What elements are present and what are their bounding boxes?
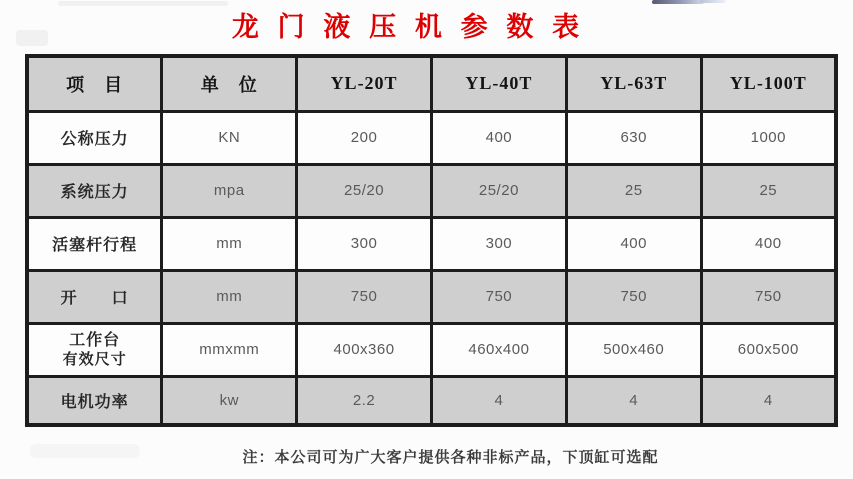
- value-cell: 300: [431, 217, 566, 270]
- unit-cell: mm: [162, 270, 297, 323]
- row-label-text-line1: 工作台: [69, 331, 121, 349]
- value-cell: 400x360: [297, 323, 432, 376]
- row-label: [27, 111, 162, 164]
- value-cell: 25/20: [431, 164, 566, 217]
- value-cell: 25/20: [297, 164, 432, 217]
- page-title: 龙 门 液 压 机 参 数 表: [231, 12, 586, 42]
- unit-cell: mmxmm: [162, 323, 297, 376]
- header-row: [27, 56, 836, 111]
- row-label-text: 开 口: [60, 290, 129, 307]
- value-cell: 1000: [701, 111, 836, 164]
- column-header-yl20t: YL-20T: [297, 56, 432, 111]
- value-cell: 630: [566, 111, 701, 164]
- row-label-text-line2: 有效尺寸: [62, 350, 127, 368]
- row-label-text: 电机功率: [60, 393, 129, 411]
- photo-artifact-streak-tail: [700, 0, 726, 3]
- value-cell: 460x400: [431, 323, 566, 376]
- value-cell: 750: [297, 270, 432, 323]
- value-cell: 400: [701, 217, 836, 270]
- row-label-text: 系统压力: [60, 184, 129, 201]
- column-header-unit: 单 位: [162, 56, 297, 111]
- value-cell: 500x460: [566, 323, 701, 376]
- row-label: [27, 376, 162, 425]
- table-row-opening: [27, 270, 836, 323]
- value-cell: 600x500: [701, 323, 836, 376]
- value-cell: 2.2: [297, 376, 432, 425]
- unit-cell: KN: [162, 111, 297, 164]
- row-label: [27, 323, 162, 376]
- value-cell: 4: [566, 376, 701, 425]
- column-header-yl63t: YL-63T: [566, 56, 701, 111]
- value-cell: 400: [566, 217, 701, 270]
- unit-cell: mm: [162, 217, 297, 270]
- value-cell: 750: [566, 270, 701, 323]
- value-cell: 300: [297, 217, 432, 270]
- table-row-system-pressure: [27, 164, 836, 217]
- value-cell: 25: [701, 164, 836, 217]
- value-cell: 400: [431, 111, 566, 164]
- table-body: [27, 111, 836, 425]
- parameter-table: [25, 54, 838, 427]
- row-label: [27, 270, 162, 323]
- table-row-worktable-size: [27, 323, 836, 376]
- row-label-text: 公称压力: [60, 131, 129, 148]
- unit-cell: mpa: [162, 164, 297, 217]
- value-cell: 750: [431, 270, 566, 323]
- value-cell: 4: [431, 376, 566, 425]
- footnote: 注：本公司可为广大客户提供各种非标产品，下顶缸可选配: [242, 449, 659, 466]
- value-cell: 4: [701, 376, 836, 425]
- column-header-yl40t: YL-40T: [431, 56, 566, 111]
- table-row-nominal-pressure: [27, 111, 836, 164]
- row-label: [27, 164, 162, 217]
- unit-cell: kw: [162, 376, 297, 425]
- row-label-text: 活塞杆行程: [52, 237, 138, 254]
- row-label: [27, 217, 162, 270]
- table-row-motor-power: [27, 376, 836, 425]
- value-cell: 200: [297, 111, 432, 164]
- value-cell: 25: [566, 164, 701, 217]
- value-cell: 750: [701, 270, 836, 323]
- table-row-piston-stroke: [27, 217, 836, 270]
- table-header: [27, 56, 836, 111]
- column-header-yl100t: YL-100T: [701, 56, 836, 111]
- photo-artifact-streak: [652, 0, 704, 4]
- column-header-item: 项 目: [27, 56, 162, 111]
